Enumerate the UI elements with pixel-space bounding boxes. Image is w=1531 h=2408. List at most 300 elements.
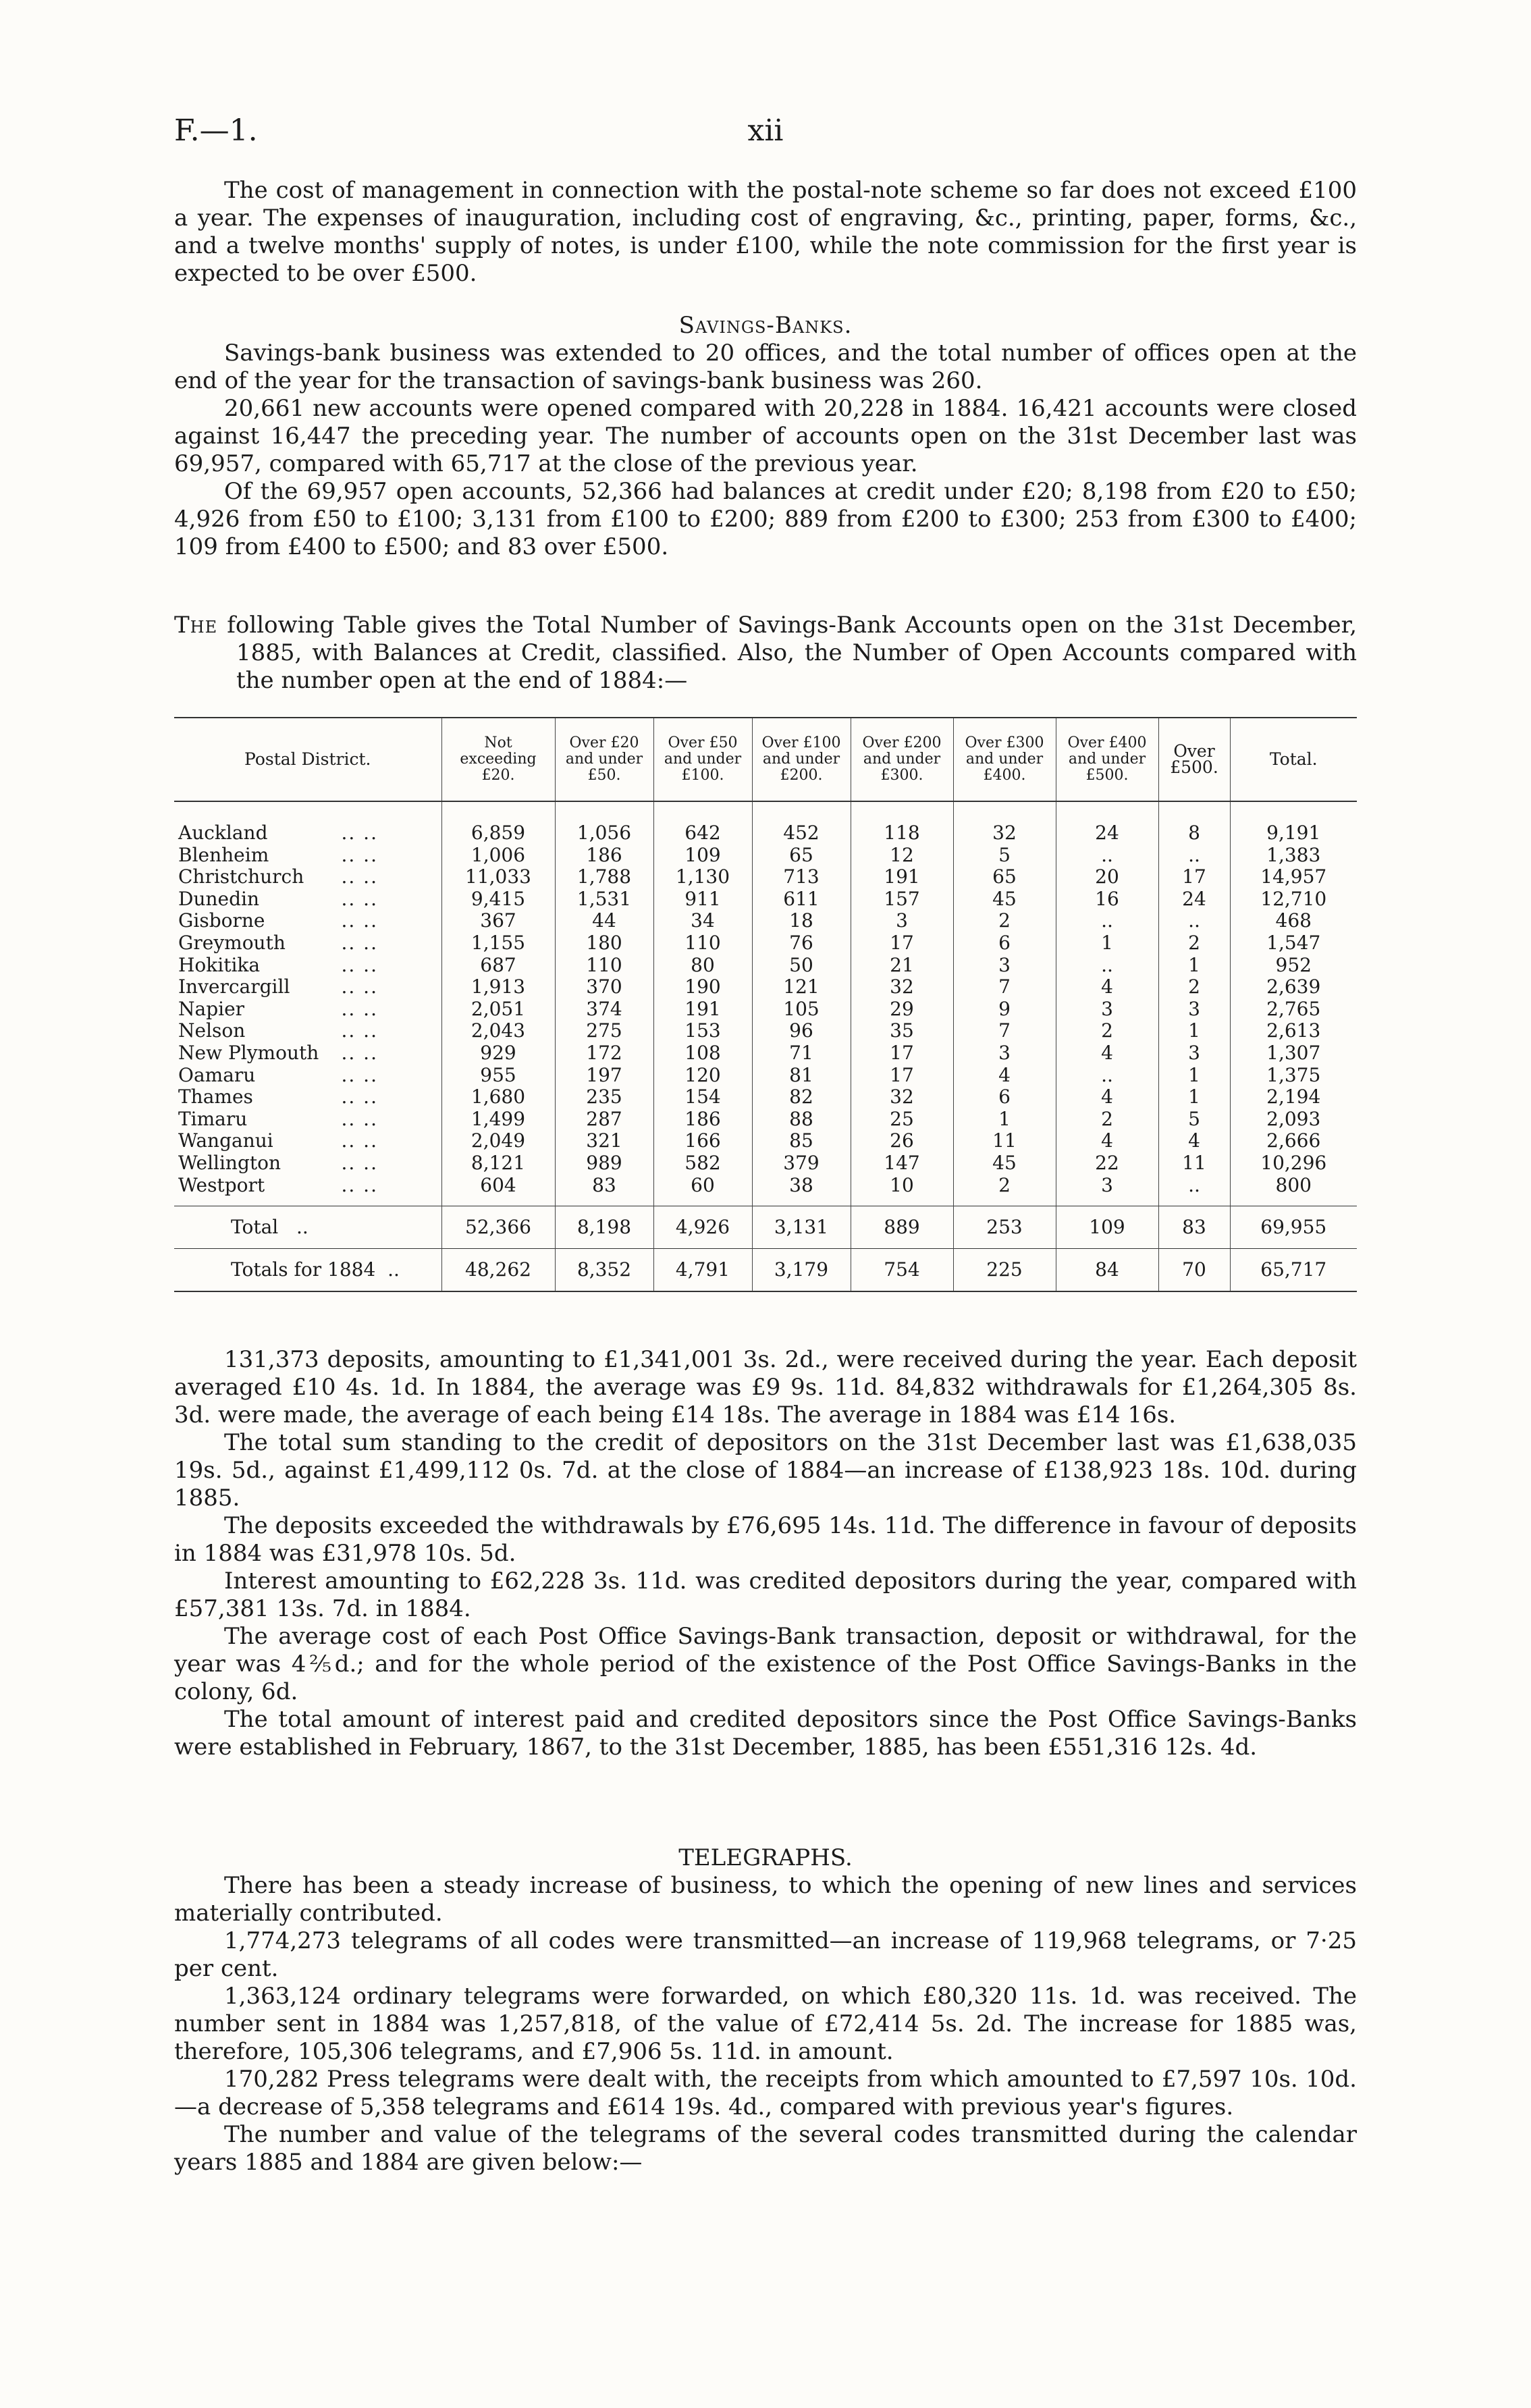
table-cell: 2 — [1056, 1020, 1158, 1042]
telegraphs-paragraph: 170,282 Press telegrams were dealt with, the receipts from which amounted to £7,597 10s. 10d.—a decrease of 5,358 telegrams and £614 19s. 4d., compared with previous year's figures. — [174, 2066, 1357, 2120]
column-header: Not exceeding £20. — [441, 718, 555, 801]
table-cell: 1,006 — [441, 845, 555, 867]
table-cell: 147 — [851, 1152, 953, 1175]
leader-dots: .. .. — [341, 1019, 378, 1042]
spacer-cell — [1230, 801, 1357, 822]
table-cell: 604 — [441, 1175, 555, 1197]
table-cell: 17 — [851, 932, 953, 955]
table-cell: 9 — [953, 998, 1056, 1021]
total-cell: 69,955 — [1230, 1206, 1357, 1249]
table-cell: 1,788 — [555, 866, 653, 888]
table-cell: 24 — [1056, 822, 1158, 845]
column-header: Total. — [1230, 718, 1357, 801]
table-cell: 287 — [555, 1108, 653, 1131]
leader-dots: .. .. — [341, 931, 378, 954]
table-cell: 3 — [953, 1042, 1056, 1065]
table-cell: 2,194 — [1230, 1086, 1357, 1108]
table-cell: 1,680 — [441, 1086, 555, 1108]
district-name: Dunedin — [178, 887, 259, 910]
spacer-cell — [752, 1196, 851, 1206]
spacer-cell — [441, 1196, 555, 1206]
accounts-table — [174, 717, 1357, 1292]
table-row — [174, 866, 1357, 888]
district-name: Napier — [178, 997, 245, 1020]
table-cell: 713 — [752, 866, 851, 888]
table-cell: 1 — [1158, 1020, 1230, 1042]
table-cell: 88 — [752, 1108, 851, 1131]
table-cell: 10,296 — [1230, 1152, 1357, 1175]
table-cell: 22 — [1056, 1152, 1158, 1175]
table-cell: 4 — [1056, 1130, 1158, 1152]
table-cell: 929 — [441, 1042, 555, 1065]
totals-1884-label: Totals for 1884 — [231, 1258, 376, 1281]
total-label: Total — [231, 1216, 279, 1239]
district-cell — [174, 932, 441, 955]
table-cell: 370 — [555, 976, 653, 998]
district-cell — [174, 866, 441, 888]
table-cell: 2,043 — [441, 1020, 555, 1042]
totals-1884-cell: 3,179 — [752, 1249, 851, 1292]
district-cell — [174, 1065, 441, 1087]
table-cell: 190 — [653, 976, 752, 998]
table-cell: 4 — [1056, 976, 1158, 998]
table-cell: 4 — [1056, 1086, 1158, 1108]
table-row — [174, 1020, 1357, 1042]
table-cell: 379 — [752, 1152, 851, 1175]
table-row — [174, 976, 1357, 998]
table-cell: 3 — [1056, 1175, 1158, 1197]
district-cell — [174, 845, 441, 867]
table-cell: 3 — [1056, 998, 1158, 1021]
table-cell: 5 — [1158, 1108, 1230, 1131]
deposits-paragraph: The total amount of interest paid and credited depositors since the Post Office Savings-Banks were established in February, 1867, to the 31st December, 1885, has been £551,316 12s. 4d. — [174, 1706, 1357, 1761]
totals-1884-cell: 8,352 — [555, 1249, 653, 1292]
table-cell: 35 — [851, 1020, 953, 1042]
table-cell: 108 — [653, 1042, 752, 1065]
table-cell: 2 — [1056, 1108, 1158, 1131]
table-cell: 235 — [555, 1086, 653, 1108]
table-cell: .. — [1158, 845, 1230, 867]
table-cell: 1,913 — [441, 976, 555, 998]
table-row — [174, 932, 1357, 955]
total-cell: 8,198 — [555, 1206, 653, 1249]
table-cell: 180 — [555, 932, 653, 955]
table-cell: 191 — [851, 866, 953, 888]
table-cell: 1,531 — [555, 888, 653, 911]
table-cell: 197 — [555, 1065, 653, 1087]
deposits-paragraph: Interest amounting to £62,228 3s. 11d. was credited depositors during the year, compared with £57,381 13s. 7d. in 1884. — [174, 1568, 1357, 1622]
table-cell: 611 — [752, 888, 851, 911]
table-cell: .. — [1056, 1065, 1158, 1087]
savings-banks-heading: Savings-Banks. — [678, 312, 853, 339]
leader-dots: .. .. — [341, 953, 378, 976]
table-cell: 172 — [555, 1042, 653, 1065]
leader-dots: .. .. — [341, 909, 378, 932]
district-name: Thames — [178, 1086, 253, 1108]
table-cell: 9,415 — [441, 888, 555, 911]
district-name: Nelson — [178, 1019, 246, 1042]
table-cell: .. — [1158, 910, 1230, 932]
table-cell: 1,383 — [1230, 845, 1357, 867]
table-row — [174, 998, 1357, 1021]
table-row — [174, 1175, 1357, 1197]
total-cell: 109 — [1056, 1206, 1158, 1249]
table-cell: 71 — [752, 1042, 851, 1065]
column-header: Over £20 and under £50. — [555, 718, 653, 801]
total-row — [174, 1206, 1357, 1249]
telegraphs-paragraph: 1,363,124 ordinary telegrams were forwarded, on which £80,320 11s. 1d. was received. The number sent in 1884 was 1,257,818, of the value of £72,414 5s. 2d. The increase for 1885 was, therefore, 105,306 telegrams, and £7,906 5s. 11d. in amount. — [174, 1983, 1357, 2065]
table-cell: 1,130 — [653, 866, 752, 888]
column-header: Over £500. — [1158, 718, 1230, 801]
district-name: Wellington — [178, 1151, 281, 1174]
spacer-cell — [953, 1196, 1056, 1206]
spacer-cell — [555, 1196, 653, 1206]
table-cell: 582 — [653, 1152, 752, 1175]
district-cell — [174, 955, 441, 977]
table-cell: 2,765 — [1230, 998, 1357, 1021]
table-cell: 10 — [851, 1175, 953, 1197]
spacer-cell — [851, 1196, 953, 1206]
table-cell: 34 — [653, 910, 752, 932]
column-header: Over £300 and under £400. — [953, 718, 1056, 801]
table-row — [174, 1042, 1357, 1065]
spacer-cell — [1056, 1196, 1158, 1206]
table-cell: 11,033 — [441, 866, 555, 888]
totals-1884-cell: 225 — [953, 1249, 1056, 1292]
district-cell — [174, 1042, 441, 1065]
deposits-section — [174, 1346, 1357, 1761]
column-header: Over £50 and under £100. — [653, 718, 752, 801]
district-name: Wanganui — [178, 1129, 273, 1152]
table-cell: 1,307 — [1230, 1042, 1357, 1065]
leader-dots: .. .. — [341, 1173, 378, 1196]
table-cell: 800 — [1230, 1175, 1357, 1197]
table-cell: 687 — [441, 955, 555, 977]
table-row — [174, 1130, 1357, 1152]
table-cell: 45 — [953, 1152, 1056, 1175]
table-cell: .. — [1056, 910, 1158, 932]
table-cell: 11 — [1158, 1152, 1230, 1175]
table-cell: 17 — [851, 1042, 953, 1065]
table-cell: 2 — [953, 910, 1056, 932]
table-cell: 468 — [1230, 910, 1357, 932]
district-cell — [174, 910, 441, 932]
table-cell: .. — [1056, 845, 1158, 867]
spacer-cell — [653, 1196, 752, 1206]
table-cell: 1 — [1158, 1065, 1230, 1087]
spacer-cell — [174, 801, 441, 822]
telegraphs-section — [174, 1844, 1357, 2176]
postal-notes-section — [174, 177, 1357, 288]
table-cell: 3 — [1158, 1042, 1230, 1065]
totals-1884-cell: 48,262 — [441, 1249, 555, 1292]
spacer-cell — [174, 1196, 441, 1206]
table-cell: 12 — [851, 845, 953, 867]
deposits-paragraph: The total sum standing to the credit of depositors on the 31st December last was £1,638,035 19s. 5d., against £1,499,112 0s. 7d. at the close of 1884—an increase of £138,923 18s. 10d. during 1885. — [174, 1429, 1357, 1511]
totals-1884-cell: 754 — [851, 1249, 953, 1292]
report-code: F.—1. — [174, 113, 258, 148]
table-cell: 60 — [653, 1175, 752, 1197]
table-cell: 76 — [752, 932, 851, 955]
table-cell: 2,093 — [1230, 1108, 1357, 1131]
telegraphs-paragraph: 1,774,273 telegrams of all codes were transmitted—an increase of 119,968 telegrams, or 7·25 per cent. — [174, 1927, 1357, 1982]
table-cell: 83 — [555, 1175, 653, 1197]
table-cell: 1,499 — [441, 1108, 555, 1131]
table-cell: 109 — [653, 845, 752, 867]
district-name: Gisborne — [178, 909, 265, 932]
table-cell: .. — [1158, 1175, 1230, 1197]
table-row — [174, 1108, 1357, 1131]
table-cell: 110 — [555, 955, 653, 977]
table-cell: 20 — [1056, 866, 1158, 888]
table-cell: 121 — [752, 976, 851, 998]
table-row — [174, 845, 1357, 867]
table-body — [174, 801, 1357, 1206]
table-cell: 16 — [1056, 888, 1158, 911]
table-cell: 7 — [953, 1020, 1056, 1042]
table-cell: 452 — [752, 822, 851, 845]
table-cell: 275 — [555, 1020, 653, 1042]
district-cell — [174, 1175, 441, 1197]
district-cell — [174, 1108, 441, 1131]
table-intro-text: following Table gives the Total Number of Savings-Bank Accounts open on the 31st December, 1885, with Balances at Credit, classified. Also, the Number of Open Accounts compared with the number open at the end of 1884:— — [227, 612, 1357, 694]
table-cell: 17 — [1158, 866, 1230, 888]
table-cell: 4 — [1056, 1042, 1158, 1065]
table-cell: 120 — [653, 1065, 752, 1087]
spacer-cell — [953, 801, 1056, 822]
table-cell: 1,056 — [555, 822, 653, 845]
leader-dots: .. .. — [341, 865, 378, 888]
table-cell: 3 — [851, 910, 953, 932]
leader-dots: .. .. — [341, 1086, 378, 1108]
table-cell: 3 — [1158, 998, 1230, 1021]
district-name: Westport — [178, 1173, 265, 1196]
accounts-table-container — [174, 717, 1357, 1326]
table-cell: 26 — [851, 1130, 953, 1152]
district-cell — [174, 998, 441, 1021]
table-cell: 1 — [1158, 955, 1230, 977]
totals-1884-cell: 4,791 — [653, 1249, 752, 1292]
district-name: Timaru — [178, 1107, 248, 1130]
spacer-cell — [851, 801, 953, 822]
district-cell — [174, 1152, 441, 1175]
table-cell: 44 — [555, 910, 653, 932]
table-cell: 105 — [752, 998, 851, 1021]
telegraphs-paragraph: There has been a steady increase of business, to which the opening of new lines and services materially contributed. — [174, 1872, 1357, 1927]
district-name: New Plymouth — [178, 1041, 319, 1064]
district-cell — [174, 1020, 441, 1042]
column-header: Over £100 and under £200. — [752, 718, 851, 801]
table-intro-lead: The — [174, 612, 218, 639]
totals-1884-cell: 65,717 — [1230, 1249, 1357, 1292]
table-row — [174, 888, 1357, 911]
table-cell: 21 — [851, 955, 953, 977]
spacer-cell — [1158, 1196, 1230, 1206]
table-spacer-row — [174, 1196, 1357, 1206]
page-header — [174, 113, 1357, 154]
spacer-cell — [555, 801, 653, 822]
table-cell: 642 — [653, 822, 752, 845]
table-cell: 14,957 — [1230, 866, 1357, 888]
table-cell: 2,049 — [441, 1130, 555, 1152]
total-label-cell — [174, 1206, 441, 1249]
savings-banks-section — [174, 312, 1357, 561]
savings-paragraph: Savings-bank business was extended to 20 offices, and the total number of offices open at the end of the year for the transaction of savings-bank business was 260. — [174, 340, 1357, 394]
table-cell: 5 — [953, 845, 1056, 867]
table-cell: 153 — [653, 1020, 752, 1042]
table-cell: 1,375 — [1230, 1065, 1357, 1087]
district-name: Greymouth — [178, 931, 286, 954]
table-cell: 9,191 — [1230, 822, 1357, 845]
table-cell: 2 — [1158, 976, 1230, 998]
table-cell: 374 — [555, 998, 653, 1021]
totals-1884-label-cell — [174, 1249, 441, 1292]
district-name: Oamaru — [178, 1063, 256, 1086]
telegraphs-heading: TELEGRAPHS. — [678, 1844, 853, 1871]
table-cell: 2 — [1158, 932, 1230, 955]
table-cell: 321 — [555, 1130, 653, 1152]
savings-paragraph: Of the 69,957 open accounts, 52,366 had balances at credit under £20; 8,198 from £20 to £50; 4,926 from £50 to £100; 3,131 from £100 to £200; 889 from £200 to £300; 253 from £300 to £400; 109 from £400 to £500; and 83 over £500. — [174, 478, 1357, 560]
leader-dots: .. .. — [341, 887, 378, 910]
table-cell: 6 — [953, 1086, 1056, 1108]
totals-1884-cell: 84 — [1056, 1249, 1158, 1292]
table-cell: 186 — [555, 845, 653, 867]
table-cell: 1 — [1158, 1086, 1230, 1108]
table-cell: 7 — [953, 976, 1056, 998]
district-name: Christchurch — [178, 865, 304, 888]
total-cell: 253 — [953, 1206, 1056, 1249]
totals-1884-cell: 70 — [1158, 1249, 1230, 1292]
spacer-cell — [1056, 801, 1158, 822]
table-cell: 11 — [953, 1130, 1056, 1152]
table-cell: 32 — [953, 822, 1056, 845]
table-cell: 65 — [752, 845, 851, 867]
table-row — [174, 1152, 1357, 1175]
table-header-row — [174, 718, 1357, 801]
column-header: Over £400 and under £500. — [1056, 718, 1158, 801]
table-cell: 8,121 — [441, 1152, 555, 1175]
leader-dots: .. .. — [341, 1107, 378, 1130]
totals-1884-dots: .. — [387, 1258, 400, 1281]
table-intro — [174, 612, 1357, 695]
table-cell: 911 — [653, 888, 752, 911]
postal-notes-paragraph: The cost of management in connection with the postal-note scheme so far does not exceed £100 a year. The expenses of inauguration, including cost of engraving, &c., printing, paper, forms, &c., and a twelve months' supply of notes, is under £100, while the note commission for the first year is expected to be over £500. — [174, 177, 1357, 287]
table-cell: 6 — [953, 932, 1056, 955]
table-cell: 952 — [1230, 955, 1357, 977]
table-row — [174, 1086, 1357, 1108]
deposits-paragraph: The average cost of each Post Office Savings-Bank transaction, deposit or withdrawal, for the year was 4⅖d.; and for the whole period of the existence of the Post Office Savings-Banks in the colony, 6d. — [174, 1623, 1357, 1705]
district-name: Blenheim — [178, 843, 269, 866]
spacer-cell — [1230, 1196, 1357, 1206]
total-cell: 4,926 — [653, 1206, 752, 1249]
spacer-cell — [653, 801, 752, 822]
district-cell — [174, 822, 441, 845]
leader-dots: .. .. — [341, 822, 378, 844]
table-cell: 166 — [653, 1130, 752, 1152]
table-cell: 367 — [441, 910, 555, 932]
table-cell: 6,859 — [441, 822, 555, 845]
spacer-cell — [441, 801, 555, 822]
leader-dots: .. .. — [341, 975, 378, 998]
table-cell: 50 — [752, 955, 851, 977]
deposits-paragraph: 131,373 deposits, amounting to £1,341,001 3s. 2d., were received during the year. Each deposit averaged £10 4s. 1d. In 1884, the average was £9 9s. 11d. 84,832 withdrawals for £1,264,305 8s. 3d. were made, the average of each being £14 18s. The average in 1884 was £14 16s. — [174, 1346, 1357, 1428]
table-cell: 4 — [1158, 1130, 1230, 1152]
table-cell: 2,051 — [441, 998, 555, 1021]
telegraphs-paragraph: The number and value of the telegrams of the several codes transmitted during the calendar years 1885 and 1884 are given below:— — [174, 2121, 1357, 2176]
table-cell: 191 — [653, 998, 752, 1021]
table-cell: 955 — [441, 1065, 555, 1087]
total-cell: 889 — [851, 1206, 953, 1249]
district-name: Hokitika — [178, 953, 261, 976]
district-name: Auckland — [178, 822, 268, 844]
table-cell: 2,613 — [1230, 1020, 1357, 1042]
table-cell: 80 — [653, 955, 752, 977]
table-spacer-row — [174, 801, 1357, 822]
total-dots: .. — [296, 1216, 308, 1239]
table-cell: 82 — [752, 1086, 851, 1108]
spacer-cell — [1158, 801, 1230, 822]
table-cell: 186 — [653, 1108, 752, 1131]
table-cell: 18 — [752, 910, 851, 932]
table-row — [174, 822, 1357, 845]
table-cell: 32 — [851, 976, 953, 998]
leader-dots: .. .. — [341, 997, 378, 1020]
leader-dots: .. .. — [341, 1129, 378, 1152]
table-cell: 24 — [1158, 888, 1230, 911]
table-cell: 85 — [752, 1130, 851, 1152]
leader-dots: .. .. — [341, 1041, 378, 1064]
table-cell: 17 — [851, 1065, 953, 1087]
total-cell: 3,131 — [752, 1206, 851, 1249]
table-cell: 4 — [953, 1065, 1056, 1087]
district-name: Invercargill — [178, 975, 290, 998]
totals-1884-row — [174, 1249, 1357, 1292]
leader-dots: .. .. — [341, 1151, 378, 1174]
table-cell: 3 — [953, 955, 1056, 977]
table-cell: 38 — [752, 1175, 851, 1197]
table-cell: 8 — [1158, 822, 1230, 845]
district-cell — [174, 1130, 441, 1152]
table-cell: 12,710 — [1230, 888, 1357, 911]
table-cell: 989 — [555, 1152, 653, 1175]
leader-dots: .. .. — [341, 1063, 378, 1086]
table-row — [174, 910, 1357, 932]
table-cell: 2,666 — [1230, 1130, 1357, 1152]
total-cell: 83 — [1158, 1206, 1230, 1249]
table-cell: 65 — [953, 866, 1056, 888]
table-cell: 96 — [752, 1020, 851, 1042]
column-header: Over £200 and under £300. — [851, 718, 953, 801]
column-header: Postal District. — [174, 718, 441, 801]
leader-dots: .. .. — [341, 843, 378, 866]
table-row — [174, 955, 1357, 977]
table-cell: 154 — [653, 1086, 752, 1108]
savings-paragraph: 20,661 new accounts were opened compared with 20,228 in 1884. 16,421 accounts were closed against 16,447 the preceding year. The number of accounts open on the 31st December last was 69,957, compared with 65,717 at the close of the previous year. — [174, 395, 1357, 477]
table-cell: 118 — [851, 822, 953, 845]
table-cell: 25 — [851, 1108, 953, 1131]
table-row — [174, 1065, 1357, 1087]
table-cell: 32 — [851, 1086, 953, 1108]
deposits-paragraph: The deposits exceeded the withdrawals by £76,695 14s. 11d. The difference in favour of deposits in 1884 was £31,978 10s. 5d. — [174, 1512, 1357, 1567]
table-cell: 45 — [953, 888, 1056, 911]
table-cell: 1,547 — [1230, 932, 1357, 955]
table-cell: 110 — [653, 932, 752, 955]
district-cell — [174, 1086, 441, 1108]
table-cell: 29 — [851, 998, 953, 1021]
table-cell: 2,639 — [1230, 976, 1357, 998]
total-cell: 52,366 — [441, 1206, 555, 1249]
district-cell — [174, 976, 441, 998]
